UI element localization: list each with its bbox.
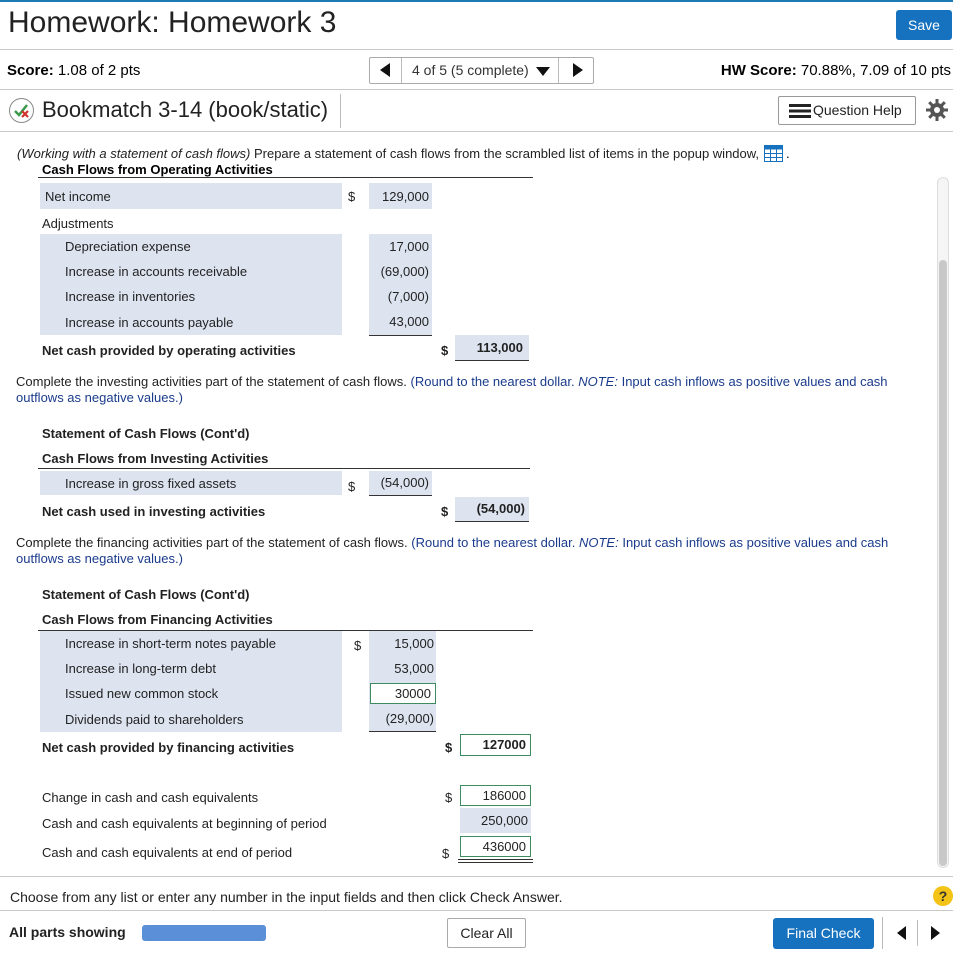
depreciation-label: Depreciation expense <box>65 239 191 254</box>
beginning-cash-label: Cash and cash equivalents at beginning of period <box>42 816 327 831</box>
divider <box>369 335 432 336</box>
currency-symbol: $ <box>441 504 449 519</box>
depreciation-value: 17,000 <box>389 239 429 254</box>
top-accent-bar <box>0 0 953 2</box>
ending-cash-input[interactable]: 436000 <box>460 836 531 857</box>
score: Score: 1.08 of 2 pts <box>7 62 141 79</box>
financing-total-input[interactable]: 127000 <box>460 734 531 756</box>
question-position-dropdown[interactable]: 4 of 5 (5 complete) <box>412 62 529 78</box>
statement-title: Statement of Cash Flows (Cont'd) <box>42 426 250 441</box>
previous-question-icon[interactable] <box>380 63 390 77</box>
divider <box>0 876 953 877</box>
accounts-receivable-label: Increase in accounts receivable <box>65 264 248 279</box>
dropdown-caret-icon[interactable] <box>536 67 550 76</box>
inventories-value: (7,000) <box>387 289 429 304</box>
next-question-icon[interactable] <box>573 63 583 77</box>
currency-symbol: $ <box>354 638 362 653</box>
divider <box>340 94 341 128</box>
divider <box>401 58 402 83</box>
previous-arrow-icon[interactable] <box>897 926 906 940</box>
accounts-payable-value: 43,000 <box>389 314 429 329</box>
hw-score-value: 70.88%, 7.09 of 10 pts <box>800 62 951 79</box>
long-term-debt-label: Increase in long-term debt <box>65 661 217 676</box>
operating-section-title: Cash Flows from Operating Activities <box>42 162 273 177</box>
financing-total-label: Net cash provided by financing activities <box>42 740 295 755</box>
net-income-value: 129,000 <box>382 189 429 204</box>
divider <box>369 731 436 732</box>
divider <box>458 859 533 860</box>
dividends-label: Dividends paid to shareholders <box>65 712 244 727</box>
accounts-payable-label: Increase in accounts payable <box>65 315 234 330</box>
divider <box>38 177 533 178</box>
accounts-receivable-value: (69,000) <box>380 264 429 279</box>
investing-total-label: Net cash used in investing activities <box>42 504 266 519</box>
net-income-label: Net income <box>45 189 111 204</box>
dividends-value: (29,000) <box>385 711 434 726</box>
inventories-label: Increase in inventories <box>65 289 196 304</box>
currency-symbol: $ <box>445 740 453 755</box>
ending-cash-label: Cash and cash equivalents at end of period <box>42 845 293 860</box>
help-icon[interactable]: ? <box>933 886 953 906</box>
question-title: Bookmatch 3-14 (book/static) <box>42 97 329 122</box>
gross-fixed-assets-value: (54,000) <box>380 475 429 490</box>
statement-title: Statement of Cash Flows (Cont'd) <box>42 587 250 602</box>
divider <box>0 131 953 132</box>
investing-section-title: Cash Flows from Investing Activities <box>42 451 269 466</box>
adjustments-label: Adjustments <box>42 216 114 231</box>
operating-total-label: Net cash provided by operating activities <box>42 343 296 358</box>
next-arrow-icon[interactable] <box>931 926 940 940</box>
final-check-button[interactable]: Final Check <box>773 918 874 949</box>
currency-symbol: $ <box>445 790 453 805</box>
divider <box>882 917 883 949</box>
divider <box>458 862 533 863</box>
operating-total-value: 113,000 <box>476 340 523 355</box>
divider <box>0 49 953 50</box>
short-term-notes-label: Increase in short-term notes payable <box>65 636 276 651</box>
gross-fixed-assets-label: Increase in gross fixed assets <box>65 476 237 491</box>
parts-progress-bar <box>142 925 266 941</box>
divider <box>917 920 918 946</box>
divider <box>38 468 530 469</box>
divider <box>0 89 953 90</box>
currency-symbol: $ <box>348 189 356 204</box>
common-stock-input[interactable]: 30000 <box>370 683 436 704</box>
partial-credit-icon <box>9 98 34 123</box>
currency-symbol: $ <box>442 846 450 861</box>
long-term-debt-value: 53,000 <box>394 661 434 676</box>
list-icon <box>789 104 811 121</box>
divider <box>558 58 559 83</box>
save-button[interactable]: Save <box>896 10 952 40</box>
change-in-cash-label: Change in cash and cash equivalents <box>42 790 259 805</box>
common-stock-label: Issued new common stock <box>65 686 219 701</box>
page-title: Homework: Homework 3 <box>8 6 337 39</box>
question-navigator <box>369 57 594 84</box>
clear-all-button[interactable]: Clear All <box>447 918 526 948</box>
short-term-notes-value: 15,000 <box>394 636 434 651</box>
scrollbar-thumb[interactable] <box>939 260 947 866</box>
table-popup-icon[interactable] <box>764 145 783 167</box>
beginning-cash-value: 250,000 <box>481 813 528 828</box>
instruction-period: . <box>786 146 790 161</box>
divider <box>369 495 432 496</box>
investing-prompt: Complete the investing activities part of the statement of cash flows. (Round to the nearest dollar. NOTE: Input cash inflows as positive values and cash outflows as negative values.) <box>16 374 888 405</box>
hw-score: HW Score: 70.88%, 7.09 of 10 pts <box>720 62 951 79</box>
gear-icon[interactable] <box>926 99 948 126</box>
financing-section-title: Cash Flows from Financing Activities <box>42 612 273 627</box>
investing-total-value: (54,000) <box>476 501 525 516</box>
all-parts-label: All parts showing <box>9 924 126 940</box>
currency-symbol: $ <box>348 479 356 494</box>
divider <box>0 910 953 911</box>
question-help-label: Question Help <box>813 102 902 118</box>
choose-instruction: Choose from any list or enter any number in the input fields and then click Check Answer. <box>10 889 563 905</box>
instruction-text: (Working with a statement of cash flows) Prepare a statement of cash flows from the scrambled list of items in the popup window, <box>17 146 760 161</box>
divider <box>455 521 529 522</box>
score-value: 1.08 of 2 pts <box>57 62 141 79</box>
question-help-button[interactable] <box>778 96 916 125</box>
change-in-cash-input[interactable]: 186000 <box>460 785 531 806</box>
currency-symbol: $ <box>441 343 449 358</box>
financing-prompt: Complete the financing activities part of the statement of cash flows. (Round to the nearest dollar. NOTE: Input cash inflows as positive values and cash outflows as negative values.) <box>16 535 889 566</box>
divider <box>455 360 529 361</box>
